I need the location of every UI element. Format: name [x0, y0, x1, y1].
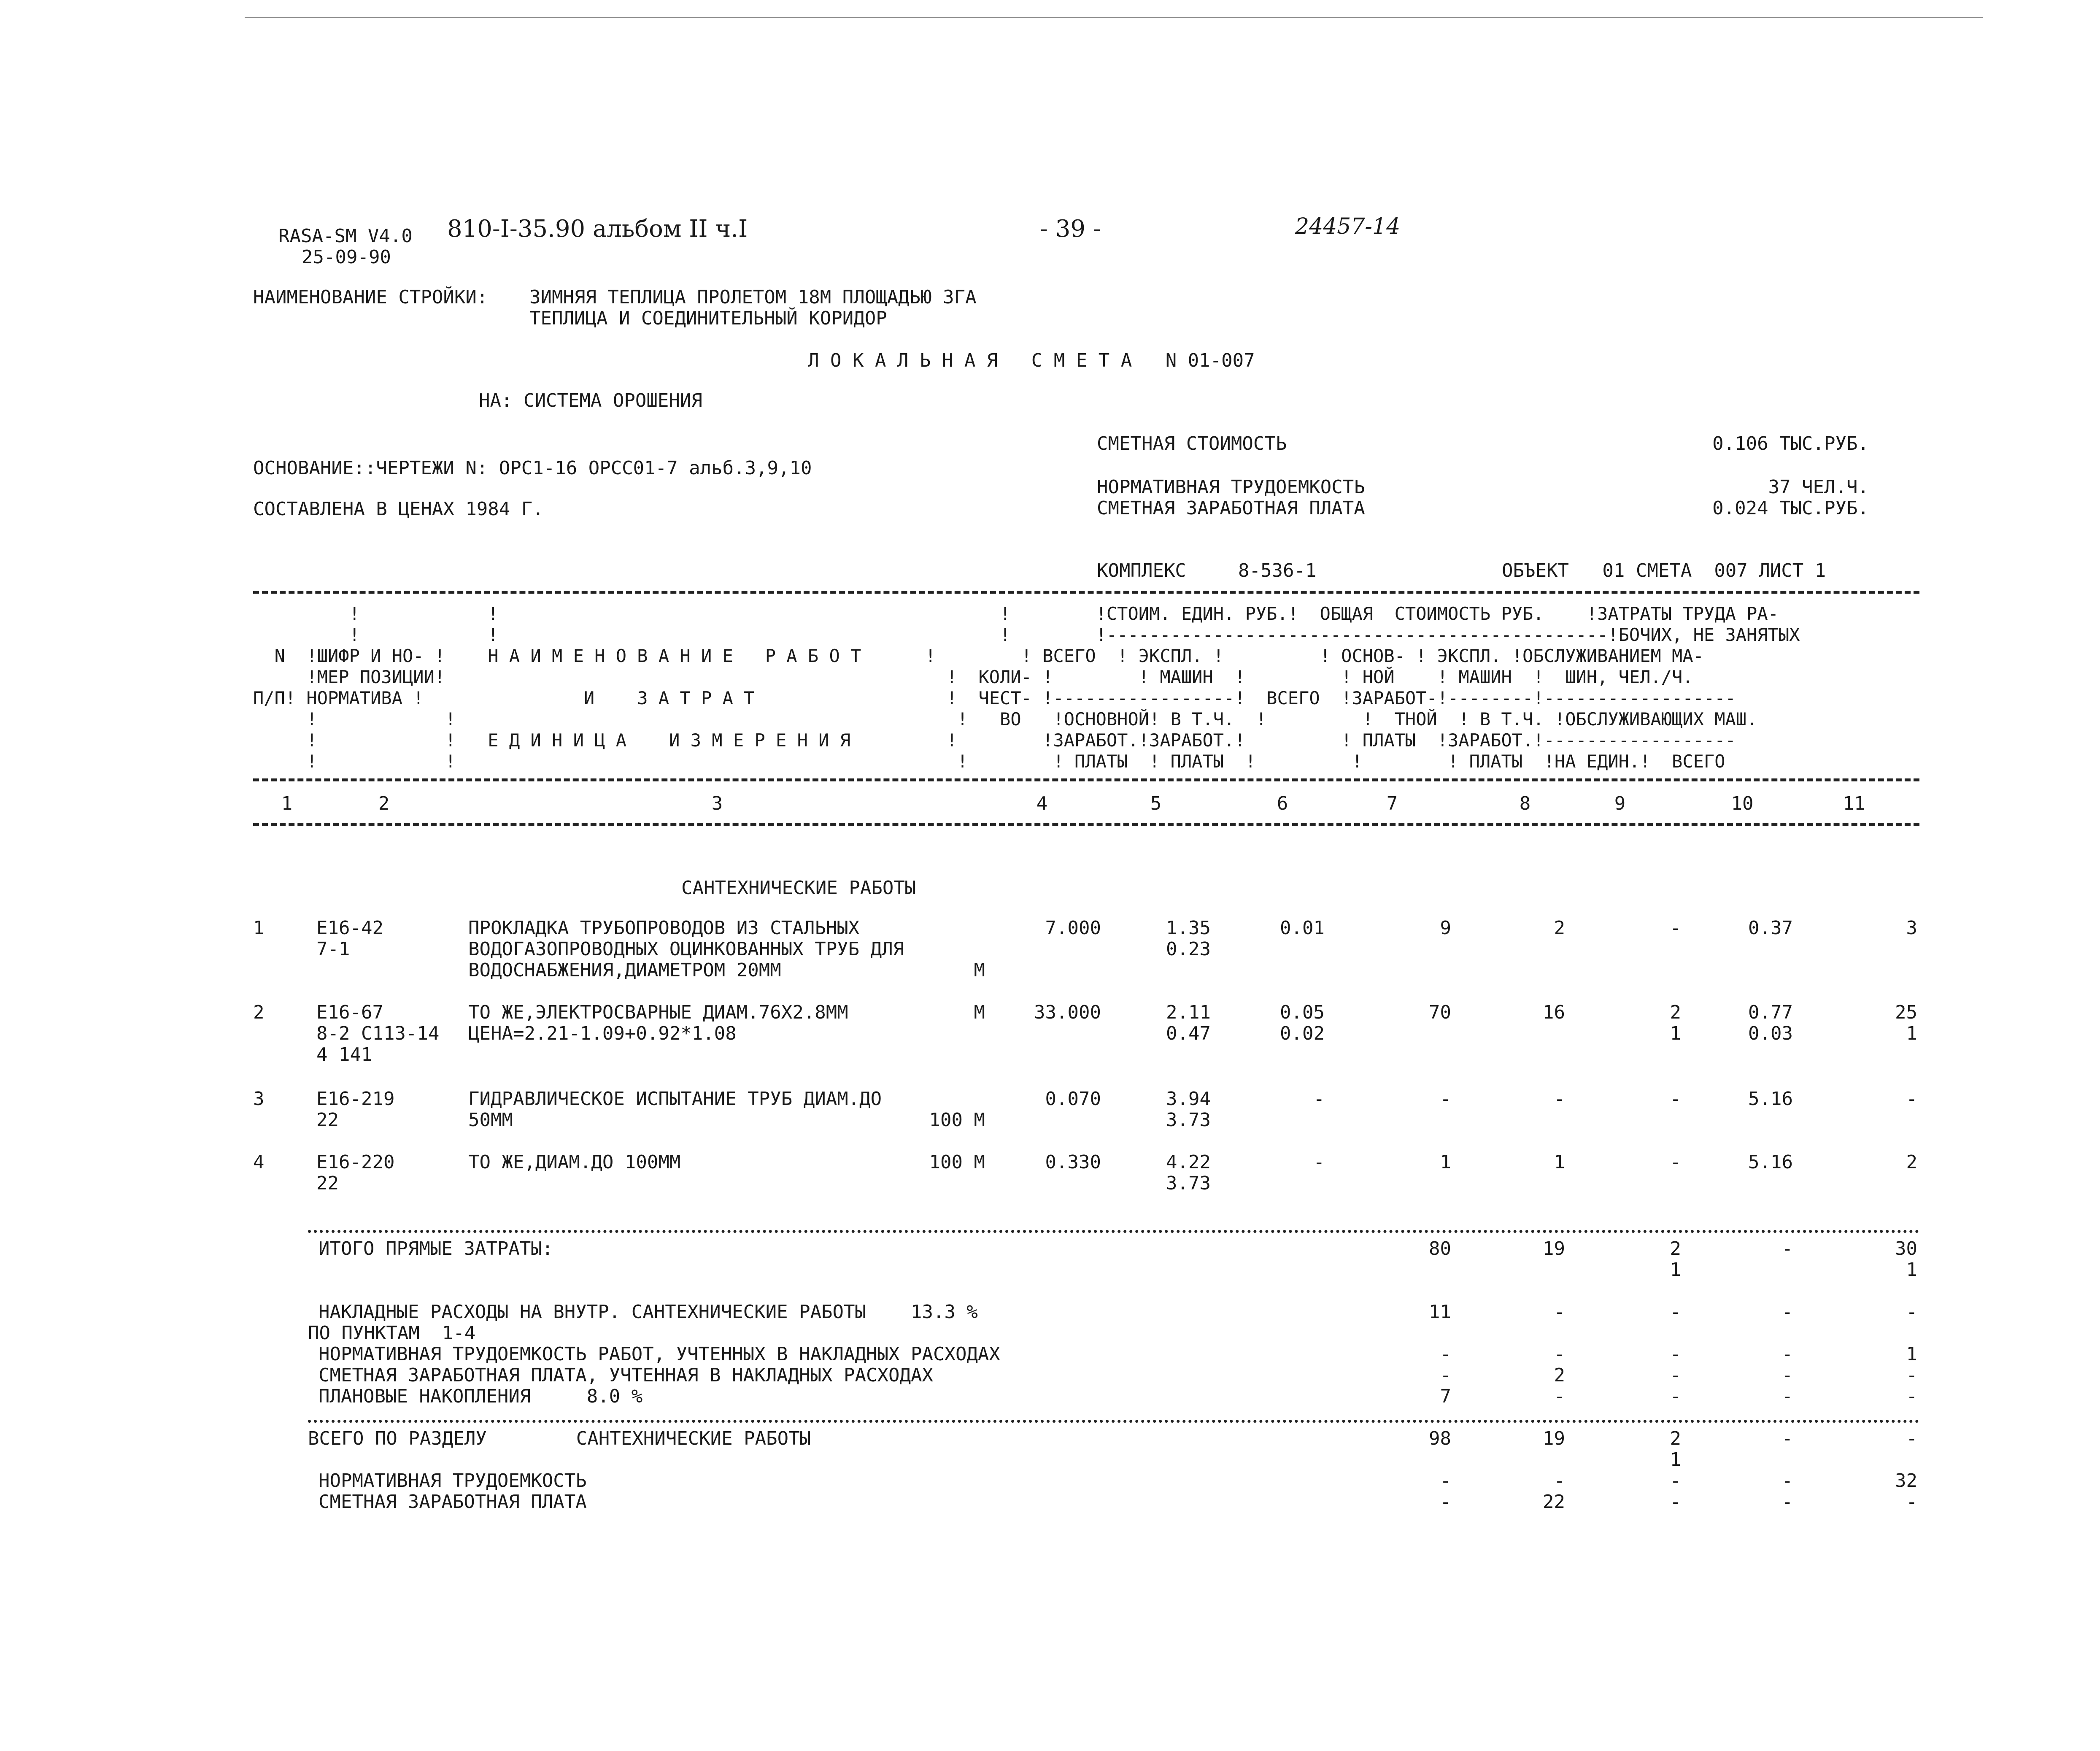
row-c7: 1: [1440, 1151, 1451, 1173]
total-c11: -: [1906, 1491, 1917, 1513]
total-c9: -: [1670, 1386, 1681, 1407]
column-number: 6: [1277, 793, 1288, 814]
row-c5: 3.73: [1166, 1109, 1211, 1131]
column-number: 4: [1036, 793, 1048, 814]
total-label: ПЛАНОВЫЕ НАКОПЛЕНИЯ 8.0 %: [319, 1386, 643, 1407]
row-unit: М: [974, 1002, 985, 1023]
handwritten-number: 24457-14: [1295, 214, 1401, 239]
row-code: Е16-67: [316, 1002, 383, 1023]
prices-label: СОСТАВЛЕНА В ЦЕНАХ 1984 Г.: [253, 498, 544, 520]
row-unit: 100 М: [929, 1151, 985, 1173]
row-number: 4: [253, 1151, 265, 1173]
row-quantity: 0.330: [1045, 1151, 1101, 1173]
row-number: 1: [253, 917, 265, 939]
total-c9: -: [1670, 1491, 1681, 1513]
album-label: 810-I-35.90 альбом II ч.I: [447, 215, 748, 243]
row-c11: 1: [1906, 1023, 1917, 1044]
total-c8: -: [1554, 1386, 1565, 1407]
row-c8: -: [1554, 1088, 1565, 1110]
total-c10: -: [1781, 1428, 1793, 1449]
column-number: 3: [711, 793, 723, 814]
row-name: ВОДОГАЗОПРОВОДНЫХ ОЦИНКОВАННЫХ ТРУБ ДЛЯ: [468, 938, 904, 960]
row-c10: 5.16: [1748, 1151, 1793, 1173]
row-c5: 3.94: [1166, 1088, 1211, 1110]
total-c10: -: [1781, 1238, 1793, 1259]
row-c5: 0.47: [1166, 1023, 1211, 1044]
row-code: Е16-220: [316, 1151, 395, 1173]
row-c9: 1: [1670, 1023, 1681, 1044]
total-c8: 22: [1543, 1491, 1565, 1513]
estimate-title: Л О К А Л Ь Н А Я С М Е Т А N 01-007: [808, 350, 1255, 371]
row-c10: 0.77: [1748, 1002, 1793, 1023]
summary-cost-label: СМЕТНАЯ СТОИМОСТЬ: [1097, 433, 1287, 454]
row-name: ТО ЖЕ,ДИАМ.ДО 100ММ: [468, 1151, 681, 1173]
total-c7: -: [1440, 1365, 1451, 1386]
row-code: 4 141: [316, 1044, 372, 1065]
row-c8: 2: [1554, 917, 1565, 939]
column-number: 5: [1150, 793, 1162, 814]
row-name: 50ММ: [468, 1109, 513, 1131]
row-unit: М: [974, 959, 985, 981]
program-label: RASA-SM V4.0: [278, 225, 413, 247]
table-header-line: П/П! НОРМАТИВА ! И З А Т Р А Т ! ЧЕСТ- !-----------------! ВСЕГО !ЗАРАБОТ-!--------!------------------: [253, 688, 1736, 708]
total-c9: 2: [1670, 1238, 1681, 1259]
row-c9: -: [1670, 1088, 1681, 1110]
total-c10: -: [1781, 1343, 1793, 1365]
row-c6: -: [1313, 1088, 1325, 1110]
row-c7: -: [1440, 1088, 1451, 1110]
row-c7: 9: [1440, 917, 1451, 939]
row-quantity: 33.000: [1034, 1002, 1101, 1023]
row-number: 2: [253, 1002, 265, 1023]
row-quantity: 7.000: [1045, 917, 1101, 939]
row-c9: -: [1670, 1151, 1681, 1173]
total-label: СМЕТНАЯ ЗАРАБОТНАЯ ПЛАТА, УЧТЕННАЯ В НАКЛАДНЫХ РАСХОДАХ: [319, 1365, 933, 1386]
row-name: ЦЕНА=2.21-1.09+0.92*1.08: [468, 1023, 737, 1044]
summary-wage-label: СМЕТНАЯ ЗАРАБОТНАЯ ПЛАТА: [1097, 497, 1365, 519]
table-header-line: ! ! ! ВО !ОСНОВНОЙ! В Т.Ч. ! ! ТНОЙ ! В Т.Ч. !ОБСЛУЖИВАЮЩИХ МАШ.: [253, 709, 1757, 730]
total-c9: -: [1670, 1343, 1681, 1365]
total-c8: -: [1554, 1470, 1565, 1492]
page-top-edge: [245, 17, 1983, 18]
row-name: ТО ЖЕ,ЭЛЕКТРОСВАРНЫЕ ДИАМ.76Х2.8ММ: [468, 1002, 848, 1023]
row-code: 22: [316, 1109, 339, 1131]
total-c7: -: [1440, 1343, 1451, 1365]
row-c8: 1: [1554, 1151, 1565, 1173]
row-name: ГИДРАВЛИЧЕСКОЕ ИСПЫТАНИЕ ТРУБ ДИАМ.ДО: [468, 1088, 882, 1110]
total-c11: -: [1906, 1365, 1917, 1386]
row-c5: 2.11: [1166, 1002, 1211, 1023]
summary-labor-value: 37 ЧЕЛ.Ч.: [1768, 476, 1869, 498]
row-c5: 1.35: [1166, 917, 1211, 939]
row-c6: -: [1313, 1151, 1325, 1173]
basis-label: ОСНОВАНИЕ::ЧЕРТЕЖИ N: ОРС1-16 ОРСС01-7 альб.3,9,10: [253, 457, 812, 479]
total-c9: 2: [1670, 1428, 1681, 1449]
total-c7: -: [1440, 1491, 1451, 1513]
row-c11: -: [1906, 1088, 1917, 1110]
row-quantity: 0.070: [1045, 1088, 1101, 1110]
row-c7: 70: [1429, 1002, 1451, 1023]
total-c10: -: [1781, 1491, 1793, 1513]
total-c10: -: [1781, 1365, 1793, 1386]
project-line-2: ТЕПЛИЦА И СОЕДИНИТЕЛЬНЫЙ КОРИДОР: [529, 308, 887, 329]
row-name: ПРОКЛАДКА ТРУБОПРОВОДОВ ИЗ СТАЛЬНЫХ: [468, 917, 860, 939]
row-number: 3: [253, 1088, 265, 1110]
column-number: 9: [1614, 793, 1626, 814]
column-numbers-bottom-rule: [253, 823, 1919, 826]
total-c8: 19: [1543, 1428, 1565, 1449]
row-c5: 3.73: [1166, 1173, 1211, 1194]
total-label: ПО ПУНКТАМ 1-4: [308, 1322, 476, 1344]
column-number: 2: [378, 793, 390, 814]
total-label: НОРМАТИВНАЯ ТРУДОЕМКОСТЬ РАБОТ, УЧТЕННЫХ В НАКЛАДНЫХ РАСХОДАХ: [319, 1343, 1000, 1365]
row-code: Е16-219: [316, 1088, 395, 1110]
row-c11: 2: [1906, 1151, 1917, 1173]
row-c11: 3: [1906, 917, 1917, 939]
row-c6: 0.01: [1280, 917, 1325, 939]
row-code: 22: [316, 1173, 339, 1194]
total-label: СМЕТНАЯ ЗАРАБОТНАЯ ПЛАТА: [319, 1491, 587, 1513]
estimate-subject: НА: СИСТЕМА ОРОШЕНИЯ: [479, 390, 702, 411]
column-number: 7: [1386, 793, 1398, 814]
project-label: НАИМЕНОВАНИЕ СТРОЙКИ:: [253, 286, 488, 308]
total-c8: -: [1554, 1301, 1565, 1323]
total-c10: -: [1781, 1470, 1793, 1492]
total-c11: -: [1906, 1428, 1917, 1449]
column-number: 10: [1731, 793, 1754, 814]
section-title: САНТЕХНИЧЕСКИЕ РАБОТЫ: [681, 877, 916, 899]
row-code: Е16-42: [316, 917, 383, 939]
row-code: 8-2 С113-14: [316, 1023, 440, 1044]
complex-value: 8-536-1: [1238, 560, 1317, 581]
row-unit: 100 М: [929, 1109, 985, 1131]
table-header-line: ! ! ! !СТОИМ. ЕДИН. РУБ.! ОБЩАЯ СТОИМОСТЬ РУБ. !ЗАТРАТЫ ТРУДА РА-: [253, 603, 1779, 624]
total-c11: -: [1906, 1301, 1917, 1323]
table-header-line: !МЕР ПОЗИЦИИ! ! КОЛИ- ! ! МАШИН ! ! НОЙ ! МАШИН ! ШИН, ЧЕЛ./Ч.: [253, 667, 1693, 687]
total-label: НАКЛАДНЫЕ РАСХОДЫ НА ВНУТР. САНТЕХНИЧЕСКИЕ РАБОТЫ 13.3 %: [319, 1301, 978, 1323]
column-number: 1: [281, 793, 293, 814]
total-c7: 7: [1440, 1386, 1451, 1407]
row-c10: 5.16: [1748, 1088, 1793, 1110]
total-c7: -: [1440, 1470, 1451, 1492]
column-number: 8: [1519, 793, 1531, 814]
row-c11: 25: [1895, 1002, 1917, 1023]
row-c10: 0.37: [1748, 917, 1793, 939]
page-number: - 39 -: [1040, 215, 1101, 243]
total-c7: 11: [1429, 1301, 1451, 1323]
total-c9: -: [1670, 1365, 1681, 1386]
table-top-rule: [253, 591, 1919, 594]
summary-labor-label: НОРМАТИВНАЯ ТРУДОЕМКОСТЬ: [1097, 476, 1365, 498]
complex-label: КОМПЛЕКС: [1097, 560, 1186, 581]
total-c11: 1: [1906, 1343, 1917, 1365]
column-numbers-top-rule: [253, 778, 1919, 781]
row-c6: 0.02: [1280, 1023, 1325, 1044]
total-c8: 19: [1543, 1238, 1565, 1259]
row-c5: 4.22: [1166, 1151, 1211, 1173]
total-label: ИТОГО ПРЯМЫЕ ЗАТРАТЫ:: [319, 1238, 553, 1259]
total-c9: -: [1670, 1470, 1681, 1492]
row-code: 7-1: [316, 938, 350, 960]
totals-top-rule: [308, 1230, 1919, 1233]
total-label: НОРМАТИВНАЯ ТРУДОЕМКОСТЬ: [319, 1470, 587, 1492]
object-label: ОБЪЕКТ 01 СМЕТА 007 ЛИСТ 1: [1502, 560, 1826, 581]
total-c8: -: [1554, 1343, 1565, 1365]
row-c9: 2: [1670, 1002, 1681, 1023]
total-c11: 32: [1895, 1470, 1917, 1492]
total-c9: 1: [1670, 1259, 1681, 1281]
summary-wage-value: 0.024 ТЫС.РУБ.: [1712, 497, 1869, 519]
total-c11: 1: [1906, 1259, 1917, 1281]
table-header-line: ! ! ! !-----------------------------------------------!БОЧИХ, НЕ ЗАНЯТЫХ: [253, 624, 1800, 645]
total-c11: 30: [1895, 1238, 1917, 1259]
row-c6: 0.05: [1280, 1002, 1325, 1023]
section-total-rule: [308, 1420, 1919, 1423]
row-c9: -: [1670, 917, 1681, 939]
row-c5: 0.23: [1166, 938, 1211, 960]
column-number: 11: [1843, 793, 1865, 814]
project-line-1: ЗИМНЯЯ ТЕПЛИЦА ПРОЛЕТОМ 18М ПЛОЩАДЬЮ 3ГА: [529, 286, 977, 308]
row-c10: 0.03: [1748, 1023, 1793, 1044]
table-header-line: N !ШИФР И НО- ! Н А И М Е Н О В А Н И Е Р А Б О Т ! ! ВСЕГО ! ЭКСПЛ. ! ! ОСНОВ- ! ЭКСПЛ. !ОБСЛУЖИВАНИЕМ МА-: [253, 646, 1704, 666]
row-name: ВОДОСНАБЖЕНИЯ,ДИАМЕТРОМ 20ММ: [468, 959, 781, 981]
total-c7: 80: [1429, 1238, 1451, 1259]
total-c8: 2: [1554, 1365, 1565, 1386]
row-c8: 16: [1543, 1002, 1565, 1023]
total-c9: 1: [1670, 1449, 1681, 1470]
summary-cost-value: 0.106 ТЫС.РУБ.: [1712, 433, 1869, 454]
table-header-line: ! ! Е Д И Н И Ц А И З М Е Р Е Н И Я ! !ЗАРАБОТ.!ЗАРАБОТ.! ! ПЛАТЫ !ЗАРАБОТ.!------------------: [253, 730, 1736, 751]
total-c11: -: [1906, 1386, 1917, 1407]
total-c10: -: [1781, 1301, 1793, 1323]
date-label: 25-09-90: [302, 246, 391, 268]
total-c10: -: [1781, 1386, 1793, 1407]
total-c9: -: [1670, 1301, 1681, 1323]
total-label: ВСЕГО ПО РАЗДЕЛУ САНТЕХНИЧЕСКИЕ РАБОТЫ: [308, 1428, 811, 1449]
table-header-line: ! ! ! ! ПЛАТЫ ! ПЛАТЫ ! ! ! ПЛАТЫ !НА ЕДИН.! ВСЕГО: [253, 751, 1725, 772]
total-c7: 98: [1429, 1428, 1451, 1449]
